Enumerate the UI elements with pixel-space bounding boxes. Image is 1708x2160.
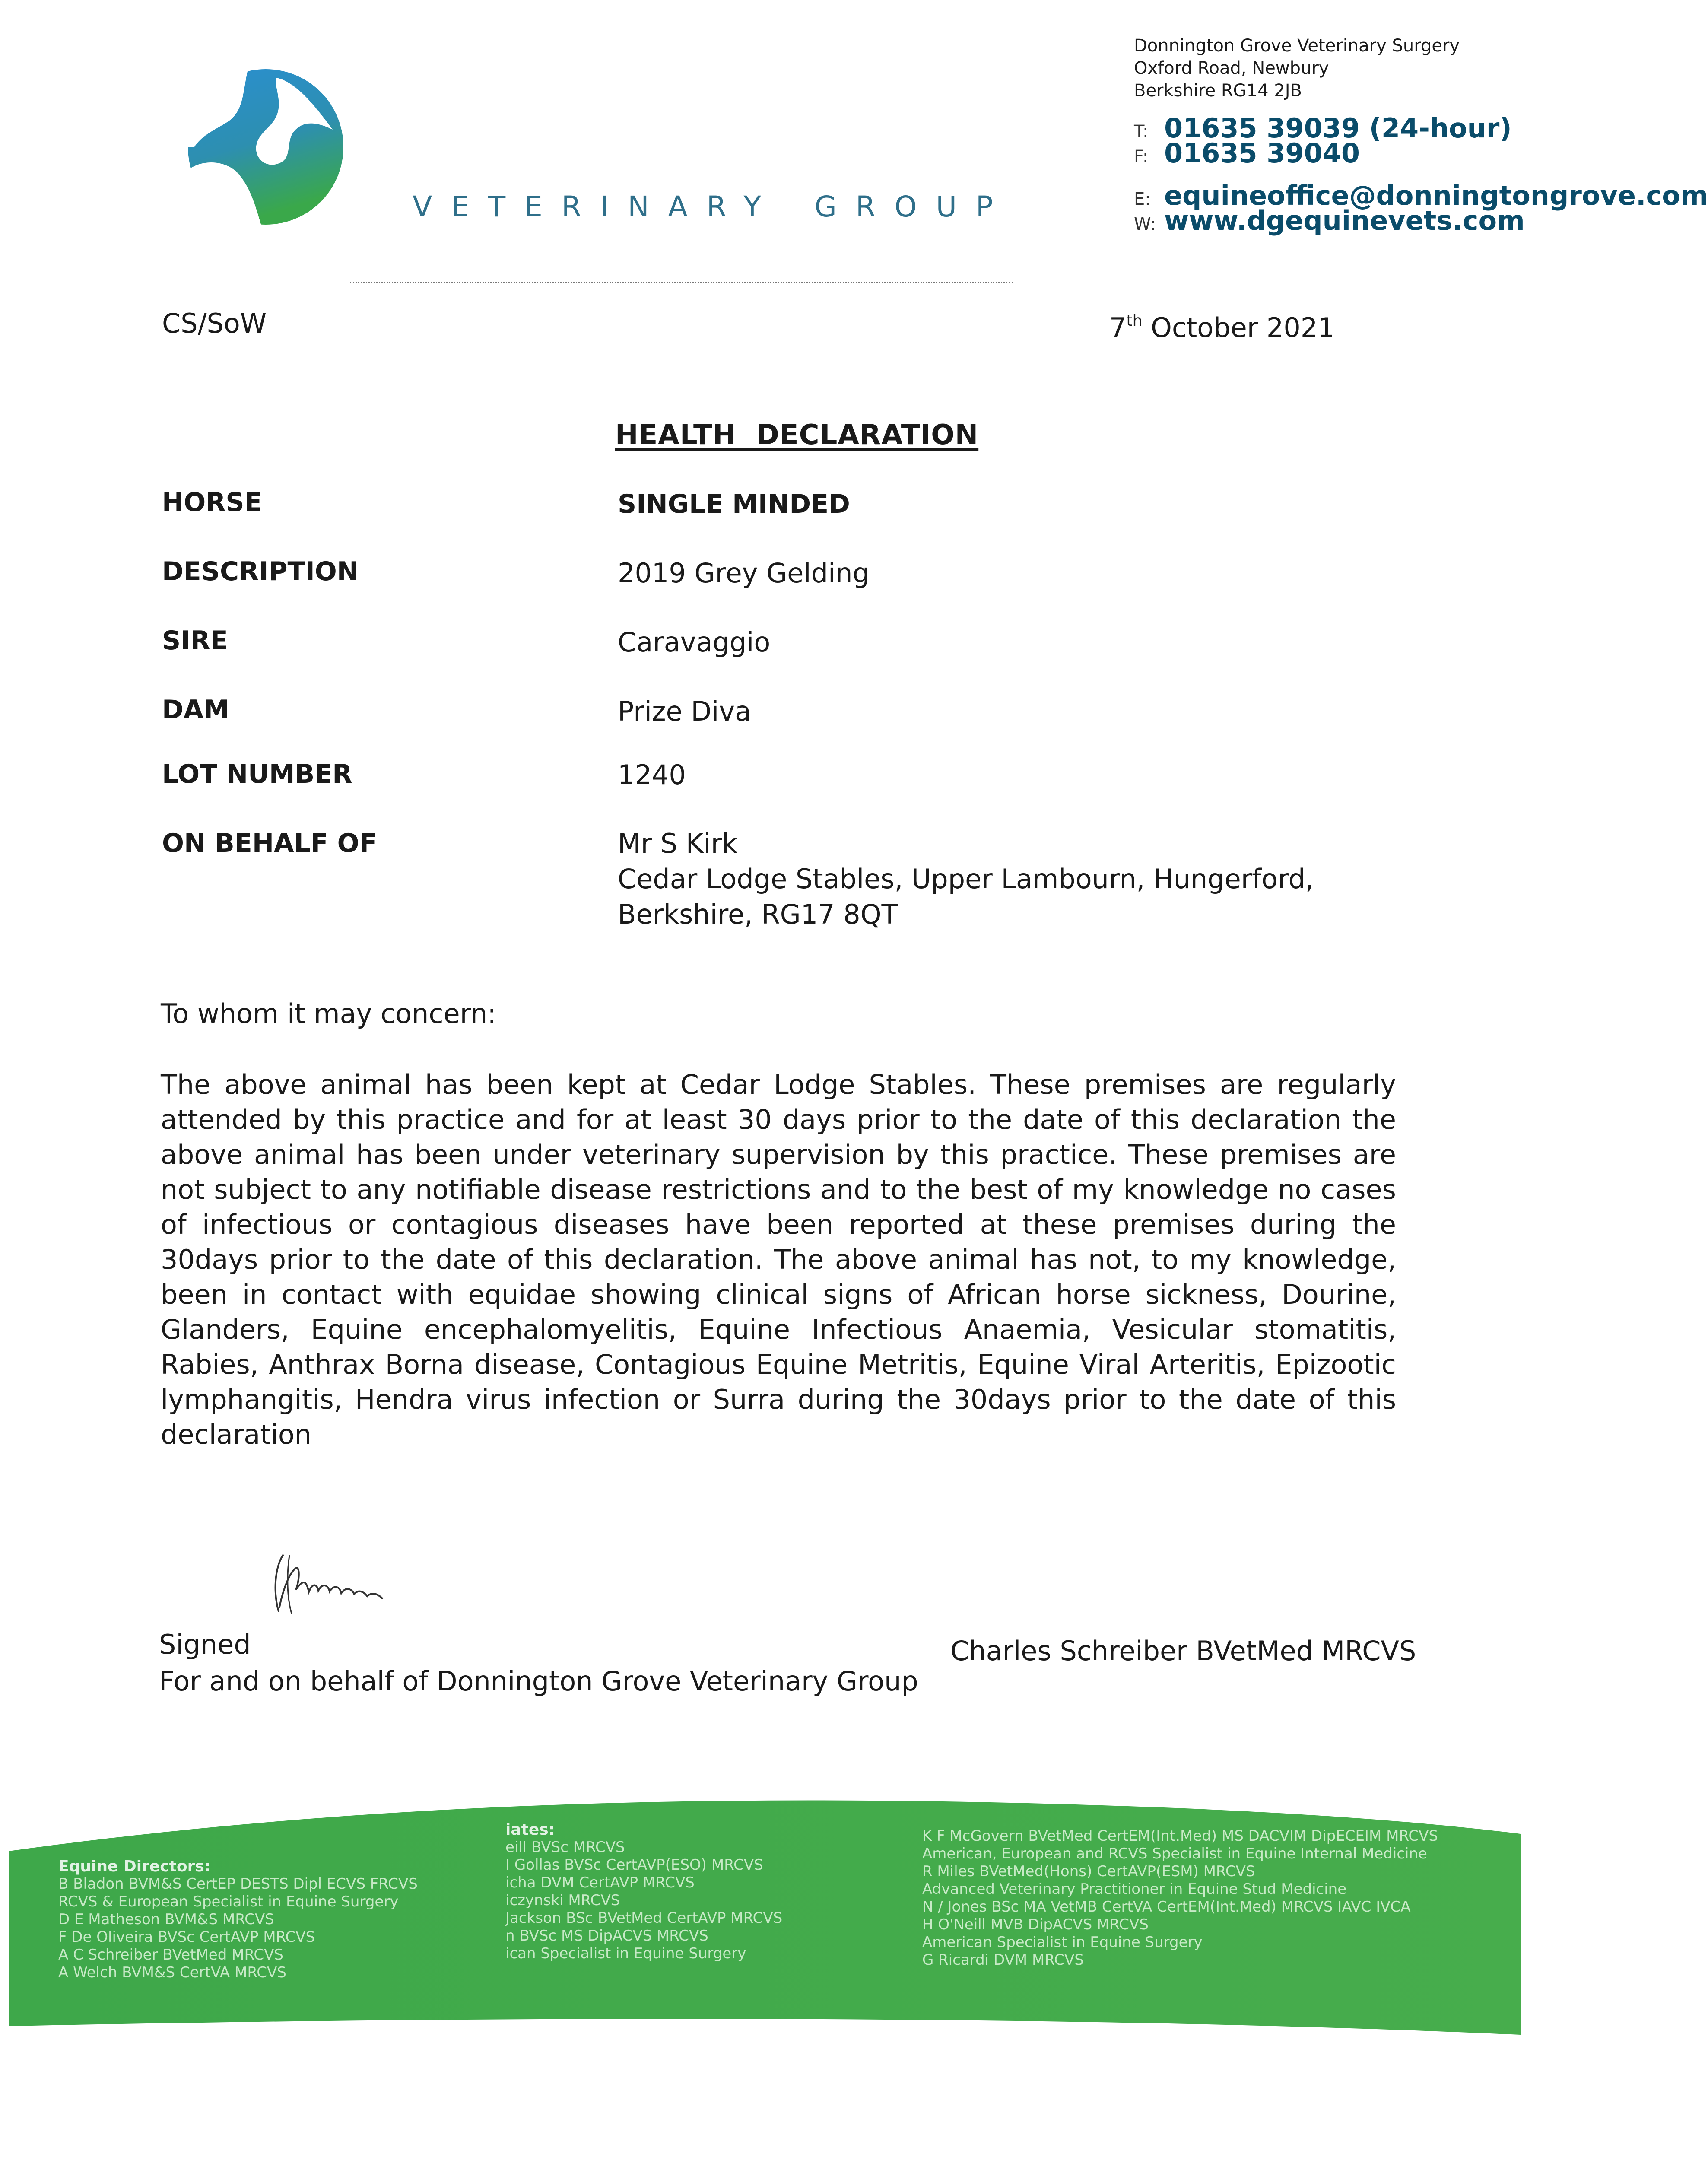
footer-line: American Specialist in Equine Surgery <box>922 1934 1203 1951</box>
address-line: Donnington Grove Veterinary Surgery <box>1134 36 1460 56</box>
handwritten-signature-icon <box>266 1542 395 1624</box>
footer-specialists <box>922 1827 1438 1969</box>
email-label: E: <box>1134 189 1151 209</box>
declaration-body: The above animal has been kept at Cedar Lodge Stables. These premises are regularly attended by this practice and for at least 30 days prior to the date of this declaration the above animal has been under veterinary supervision by this practice. These premises are not subject to any notifiable disease restrictions and to the best of my knowledge no cases of infectious or contagious diseases have been reported at these premises during the 30days prior to the date of this declaration. The above animal has not, to my knowledge, been in contact with equidae showing clinical signs of African horse sickness, Dourine, Glanders, Equine encephalomyelitis, Equine Infectious Anaemia, Vesicular stomatitis, Rabies, Anthrax Borna disease, Contagious Equine Metritis, Equine Viral Arteritis, Epizootic lymphangitis, Hendra virus infection or Surra during the 30days prior to the date of this declaration <box>161 1069 1396 1450</box>
on-behalf-line: For and on behalf of Donnington Grove Veterinary Group <box>159 1665 918 1697</box>
footer-line: American, European and RCVS Specialist in Equine Internal Medicine <box>922 1845 1427 1862</box>
salutation: To whom it may concern: <box>161 998 497 1029</box>
practice-address <box>1134 35 1460 102</box>
description-label: DESCRIPTION <box>162 556 359 587</box>
website-link[interactable]: www.dgequinevets.com <box>1164 205 1525 236</box>
footer-associates-heading: iates: <box>505 1821 555 1839</box>
lot-number-value: 1240 <box>618 759 686 791</box>
group-word-veterinary: VETERINARY <box>413 190 780 223</box>
date-day: 7 <box>1109 312 1127 343</box>
footer-line: K F McGovern BVetMed CertEM(Int.Med) MS DACVIM DipECEIM MRCVS <box>922 1827 1438 1845</box>
sire-label: SIRE <box>162 626 228 656</box>
footer-directors-heading: Equine Directors: <box>58 1858 211 1875</box>
behalf-line: Cedar Lodge Stables, Upper Lambourn, Hungerford, <box>618 863 1314 895</box>
footer-line: A C Schreiber BVetMed MRCVS <box>58 1946 283 1963</box>
behalf-line: Mr S Kirk <box>618 828 738 859</box>
footer-line: I Gollas BVSc CertAVP(ESO) MRCVS <box>505 1856 763 1874</box>
veterinary-group-logo-icon <box>177 60 350 233</box>
footer-line: B Bladon BVM&S CertEP DESTS Dipl ECVS FRCVS <box>58 1875 418 1893</box>
horse-label: HORSE <box>162 487 262 518</box>
footer-line: R Miles BVetMed(Hons) CertAVP(ESM) MRCVS <box>922 1863 1255 1880</box>
footer-line: D E Matheson BVM&S MRCVS <box>58 1911 274 1928</box>
dam-label: DAM <box>162 695 229 725</box>
sire-value: Caravaggio <box>618 626 771 658</box>
on-behalf-of-label: ON BEHALF OF <box>162 828 377 858</box>
footer-line: A Welch BVM&S CertVA MRCVS <box>58 1964 286 1981</box>
fax-label: F: <box>1134 147 1149 167</box>
date-month-year: October 2021 <box>1142 312 1335 343</box>
phone-label: T: <box>1134 122 1149 142</box>
header-divider <box>350 282 1013 283</box>
footer-line: eill BVSc MRCVS <box>505 1839 625 1856</box>
contact-details <box>1134 112 1708 236</box>
group-name <box>413 190 1012 223</box>
footer-directors <box>58 1858 418 1982</box>
footer-associates <box>505 1821 782 1963</box>
footer-line: N / Jones BSc MA VetMB CertVA CertEM(Int.Med) MRCVS IAVC IVCA <box>922 1898 1411 1915</box>
description-value: 2019 Grey Gelding <box>618 557 870 589</box>
behalf-line: Berkshire, RG17 8QT <box>618 899 898 930</box>
footer-line: Jackson BSc BVetMed CertAVP MRCVS <box>505 1909 783 1927</box>
footer-line: G Ricardi DVM MRCVS <box>922 1951 1084 1969</box>
phone-number: 01635 39039 (24-hour) <box>1164 112 1512 144</box>
fax-number: 01635 39040 <box>1164 137 1360 169</box>
horse-name: SINGLE MINDED <box>618 489 850 519</box>
footer-line: icha DVM CertAVP MRCVS <box>505 1874 695 1891</box>
footer-line: Advanced Veterinary Practitioner in Equine Stud Medicine <box>922 1880 1347 1898</box>
group-word-group: GROUP <box>814 190 1012 223</box>
footer-line: iczynski MRCVS <box>505 1892 620 1909</box>
footer-line: H O'Neill MVB DipACVS MRCVS <box>922 1916 1149 1933</box>
letter-date <box>1109 312 1335 343</box>
footer-line: RCVS & European Specialist in Equine Surgery <box>58 1893 399 1910</box>
reference-code: CS/SoW <box>162 308 267 339</box>
dam-value: Prize Diva <box>618 696 752 727</box>
email-link[interactable]: equineoffice@donningtongrove.com <box>1164 180 1708 211</box>
signed-label: Signed <box>159 1629 251 1660</box>
address-line: Oxford Road, Newbury <box>1134 58 1329 78</box>
address-line: Berkshire RG14 2JB <box>1134 81 1302 101</box>
footer-line: F De Oliveira BVSc CertAVP MRCVS <box>58 1928 315 1946</box>
footer-line: n BVSc MS DipACVS MRCVS <box>505 1927 708 1944</box>
web-label: W: <box>1134 214 1156 234</box>
date-suffix: th <box>1126 312 1143 330</box>
footer-line: ican Specialist in Equine Surgery <box>505 1945 746 1962</box>
lot-number-label: LOT NUMBER <box>162 759 352 789</box>
signer-name: Charles Schreiber BVetMed MRCVS <box>950 1635 1416 1667</box>
document-title: HEALTH DECLARATION <box>615 419 979 451</box>
on-behalf-of-value <box>618 826 1314 932</box>
